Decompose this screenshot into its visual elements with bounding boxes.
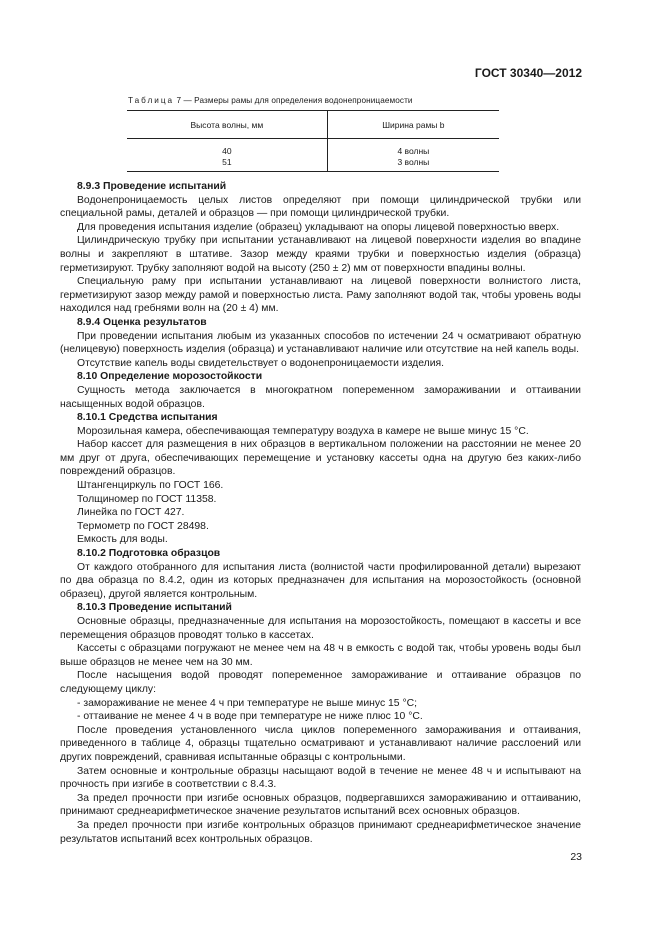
paragraph: - замораживание не менее 4 ч при температуре не выше минус 15 °С; [77, 697, 418, 709]
paragraph: Емкость для воды. [77, 534, 168, 546]
section-heading: 8.10.3 Проведение испытаний [77, 602, 232, 614]
section-heading: 8.10 Определение морозостойкости [77, 371, 263, 383]
paragraph: Толщиномер по ГОСТ 11358. [77, 493, 217, 505]
table-cell-height: 51 [222, 157, 232, 167]
table-header-height: Высота волны, мм [127, 111, 327, 139]
paragraph: Для проведения испытания изделие (образец) укладывают на опоры лицевой поверхностью вверх. [77, 221, 560, 233]
paragraph: - оттаивание не менее 4 ч в воде при температуре не ниже плюс 10 °С. [77, 711, 423, 723]
document-body [60, 180, 581, 846]
paragraph: Цилиндрическую трубку при испытании устанавливают на лицевой поверхности изделия во впадине волны и закрепляют в штативе. Зазор между краями трубки и поверхностью изделия (образца) герметизируют. Трубку заполняют водой на высоту (250 ± 2) мм от поверхности впадины волны. [60, 235, 581, 274]
table-cell-width: 4 волны [397, 146, 430, 156]
table-cell-widths [327, 139, 499, 172]
paragraph: Линейка по ГОСТ 427. [77, 507, 185, 519]
paragraph: При проведении испытания любым из указанных способов по истечении 24 ч осматривают обратную (нелицевую) поверхность изделия (образца) и устанавливают наличие или отсутствие на ней капель воды. [60, 330, 581, 356]
paragraph: От каждого отобранного для испытания листа (волнистой части профилированной детали) вырезают по два образца по 8.4.2, один из которых предназначен для испытания на морозостойкость (основной образец), другой является контрольным. [60, 561, 581, 600]
table-cell-heights [127, 139, 327, 172]
paragraph: После насыщения водой проводят попеременное замораживание и оттаивание образцов по следующему циклу: [60, 670, 581, 695]
table-cell-height: 40 [222, 146, 232, 156]
paragraph: Затем основные и контрольные образцы насыщают водой в течение не менее 48 ч и испытывают на прочность при изгибе в соответствии с 8.4.3. [60, 765, 581, 791]
paragraph: Кассеты с образцами погружают не менее чем на 48 ч в емкость с водой так, чтобы уровень воды был выше образцов не менее чем на 30 мм. [60, 643, 581, 668]
paragraph: Штангенциркуль по ГОСТ 166. [77, 480, 224, 492]
table-row [127, 139, 499, 172]
paragraph: Набор кассет для размещения в них образцов в вертикальном положении на расстоянии не менее 20 мм друг от друга, обеспечивающих перемещение и установку кассеты одна на другую без каких-либо повреждений образцов. [60, 439, 581, 478]
paragraph: За предел прочности при изгибе основных образцов, подвергавшихся замораживанию и оттаиванию, принимают среднеарифметическое значение результатов испытаний всех основных образцов. [60, 792, 581, 818]
section-heading: 8.10.2 Подготовка образцов [77, 548, 221, 560]
section-heading: 8.10.1 Средства испытания [77, 412, 218, 424]
table-header-width: Ширина рамы b [327, 111, 499, 139]
paragraph: Сущность метода заключается в многократном попеременном замораживании и оттаивании насыщенных водой образцов. [60, 384, 581, 410]
section-heading: 8.9.3 Проведение испытаний [77, 181, 227, 192]
paragraph: Водонепроницаемость целых листов определяют при помощи цилиндрической трубки или специальной рамы, деталей и образцов — при помощи цилиндрической трубки. [60, 194, 581, 220]
table-caption-text: 7 — Размеры рамы для определения водонепроницаемости [176, 96, 413, 105]
paragraph: Специальную раму при испытании устанавливают на лицевой поверхности волнистого листа, герметизируют зазор между рамой и поверхностью листа. Раму заполняют водой так, чтобы уровень воды находился над гребнями волн на (20 ± 4) мм. [60, 276, 581, 315]
paragraph: За предел прочности при изгибе контрольных образцов принимают среднеарифметическое значение результатов испытаний всех контрольных образцов. [60, 819, 581, 845]
paragraph: Термометр по ГОСТ 28498. [77, 520, 209, 532]
page-number: 23 [570, 851, 582, 863]
paragraph: Морозильная камера, обеспечивающая температуру воздуха в камере не выше минус 15 °С. [77, 425, 529, 437]
table-caption-word: Таблица [128, 96, 175, 105]
frame-size-table [127, 110, 499, 172]
table-cell-width: 3 волны [397, 157, 430, 167]
document-header: ГОСТ 30340—2012 [474, 66, 582, 80]
paragraph: После проведения установленного числа циклов попеременного замораживания и оттаивания, приведенного в таблице 4, образцы тщательно осматривают и устанавливают наличие расслоений или других повреждений, сравнивая испытанные образцы с контрольными. [60, 724, 581, 763]
section-heading: 8.9.4 Оценка результатов [77, 316, 207, 328]
table-header-row [127, 111, 499, 139]
table-caption [128, 96, 413, 105]
paragraph: Основные образцы, предназначенные для испытания на морозостойкость, помещают в кассеты и все перемещения образцов проводят только в кассетах. [60, 616, 581, 641]
paragraph: Отсутствие капель воды свидетельствует о водонепроницаемости изделия. [77, 357, 445, 369]
